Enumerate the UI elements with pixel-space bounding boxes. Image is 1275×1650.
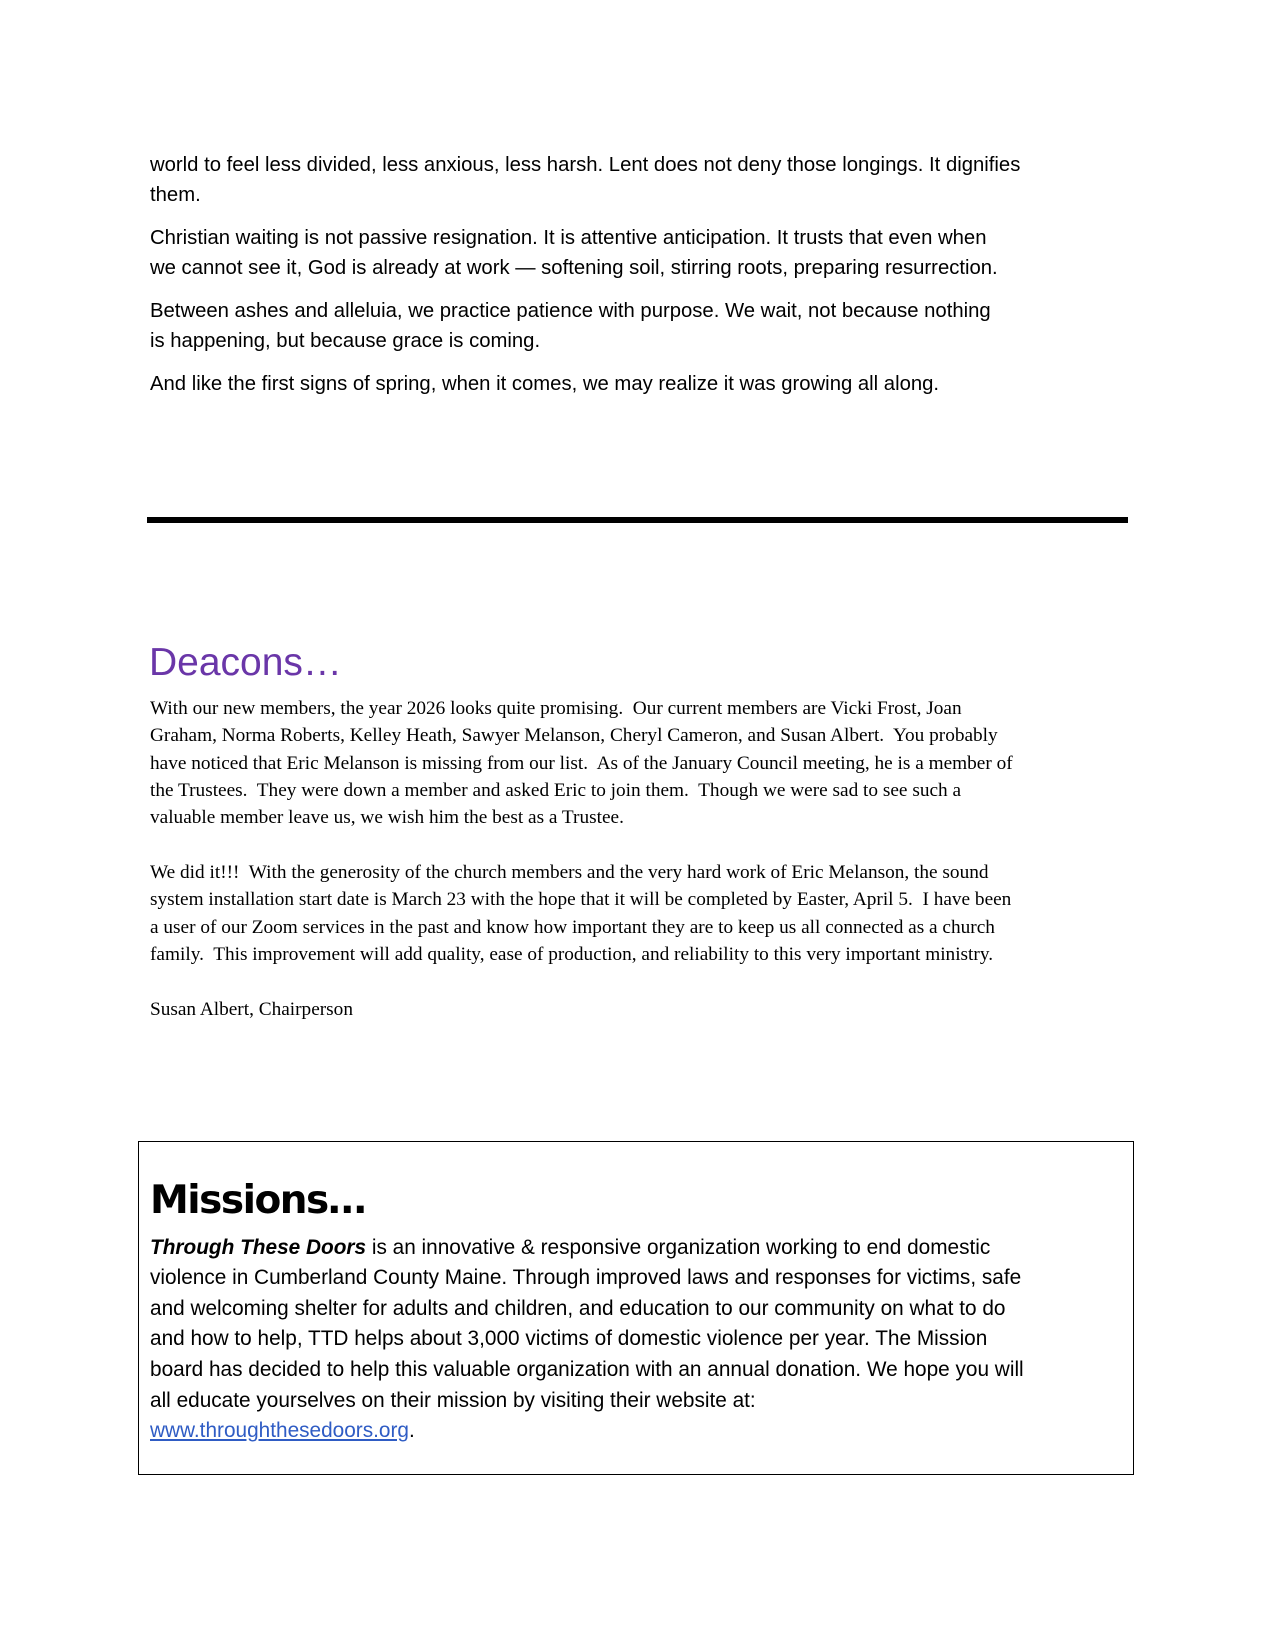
missions-text-span: is an innovative & responsive organization working to end domestic: [366, 1236, 991, 1259]
deacons-text: a user of our Zoom services in the past and know how important they are to keep us all connected as a church: [150, 917, 995, 938]
org-name: Through These Doors: [150, 1236, 367, 1259]
reflection-text: And like the first signs of spring, when it comes, we may realize it was growing all along.: [150, 373, 940, 395]
missions-text: and how to help, TTD helps about 3,000 victims of domestic violence per year. The Mission: [150, 1327, 988, 1350]
missions-text: violence in Cumberland County Maine. Through improved laws and responses for victims, safe: [150, 1266, 1022, 1289]
deacons-text: have noticed that Eric Melanson is missing from our list. As of the January Council meeting, he is a member of: [150, 753, 1013, 774]
reflection-text: Christian waiting is not passive resignation. It is attentive anticipation. It trusts that even when: [150, 227, 987, 249]
missions-link-line: [150, 1419, 415, 1443]
deacons-heading: Deacons…: [149, 641, 342, 684]
deacons-signature: Susan Albert, Chairperson: [150, 999, 353, 1020]
deacons-text: We did it!!! With the generosity of the church members and the very hard work of Eric Melanson, the sound: [150, 862, 989, 883]
reflection-text: is happening, but because grace is coming.: [150, 330, 541, 352]
deacons-text: the Trustees. They were down a member and asked Eric to join them. Though we were sad to see such a: [150, 780, 962, 801]
missions-text: board has decided to help this valuable organization with an annual donation. We hope you will: [150, 1358, 1024, 1381]
deacons-text: family. This improvement will add quality, ease of production, and reliability to this very important ministry.: [150, 944, 994, 965]
missions-heading: Missions…: [150, 1178, 366, 1223]
section-divider: [147, 517, 1128, 523]
deacons-text: valuable member leave us, we wish him the best as a Trustee.: [150, 807, 624, 828]
reflection-text: we cannot see it, God is already at work — softening soil, stirring roots, preparing resurrection.: [150, 257, 998, 279]
deacons-text: Graham, Norma Roberts, Kelley Heath, Sawyer Melanson, Cheryl Cameron, and Susan Albert. You probably: [150, 725, 998, 746]
link-suffix: .: [408, 1419, 415, 1442]
reflection-text: world to feel less divided, less anxious, less harsh. Lent does not deny those longings. It dignifies: [150, 154, 1021, 176]
reflection-text: Between ashes and alleluia, we practice patience with purpose. We wait, not because nothing: [150, 300, 991, 322]
deacons-text: system installation start date is March 23 with the hope that it will be completed by Easter, April 5. I have been: [150, 889, 1012, 910]
deacons-text: With our new members, the year 2026 looks quite promising. Our current members are Vicki Frost, Joan: [150, 698, 962, 719]
missions-text: all educate yourselves on their mission by visiting their website at:: [150, 1389, 756, 1412]
missions-text: [150, 1236, 990, 1260]
reflection-text: them.: [150, 184, 201, 206]
website-link[interactable]: www.throughthesedoors.org: [150, 1419, 409, 1442]
missions-text: and welcoming shelter for adults and children, and education to our community on what to do: [150, 1297, 1006, 1320]
